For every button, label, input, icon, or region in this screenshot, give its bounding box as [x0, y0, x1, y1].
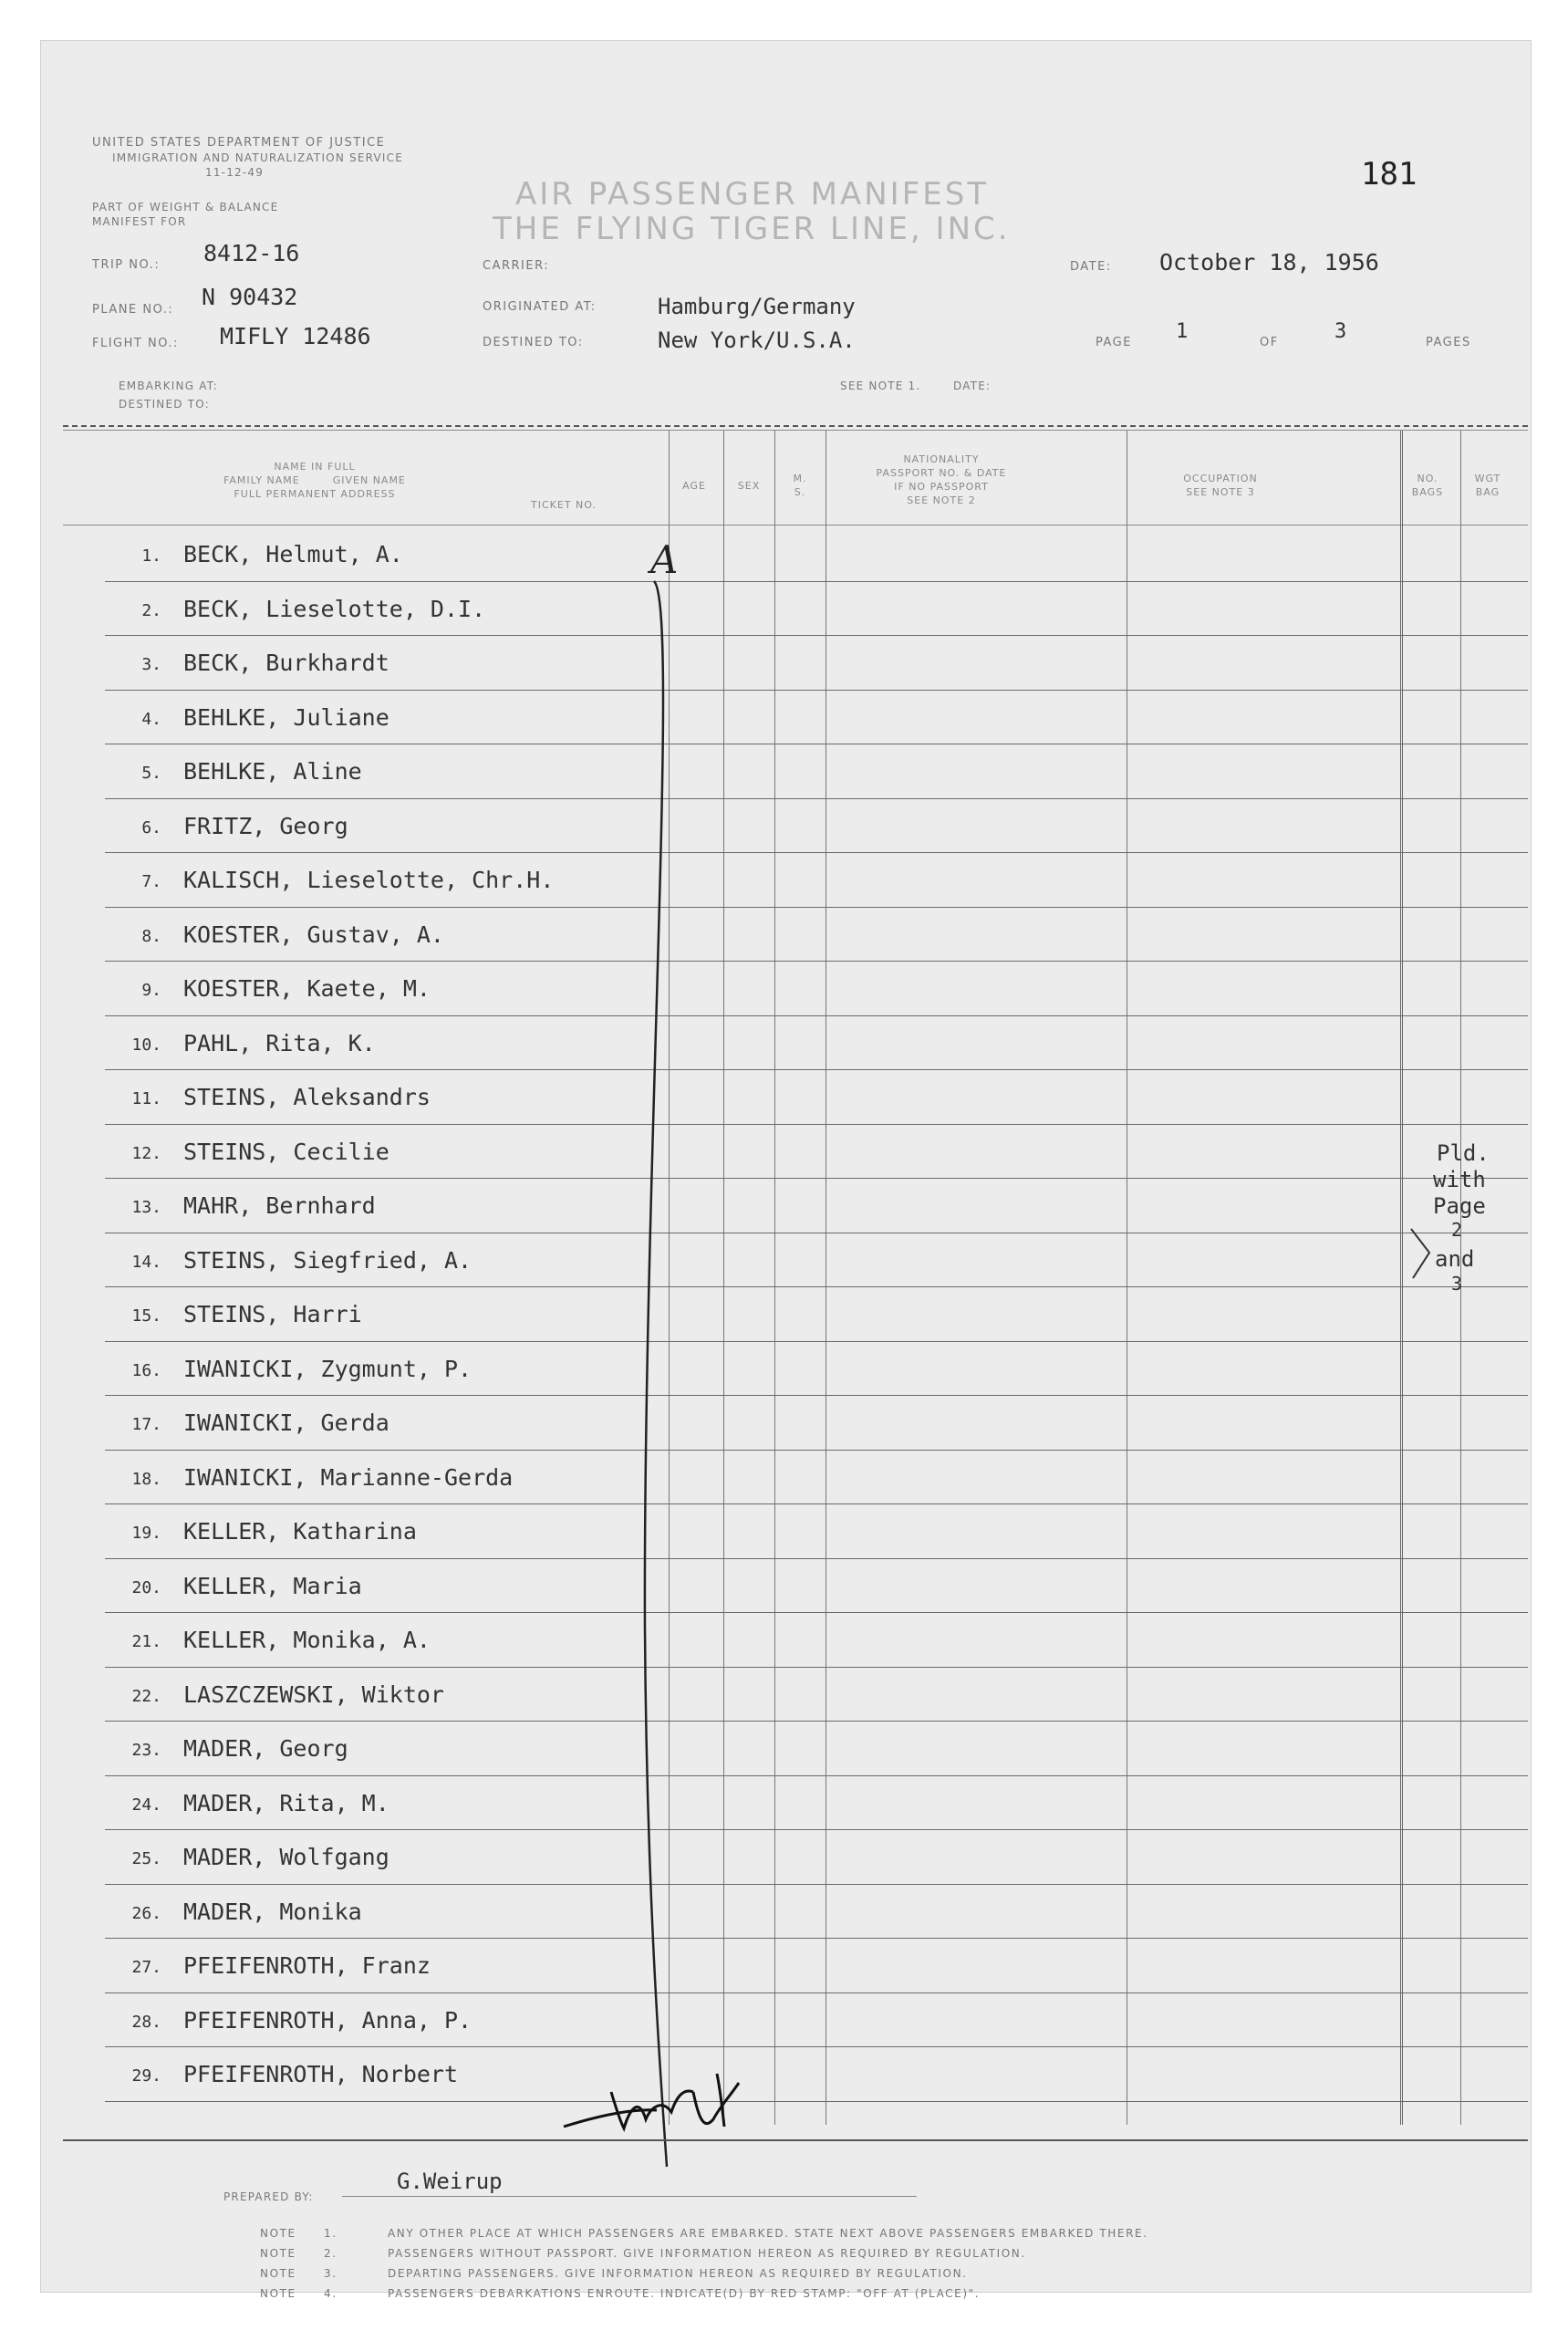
passenger-name: BECK, Lieselotte, D.I. — [183, 595, 486, 622]
table-row — [105, 1341, 1528, 1394]
row-number: 14. — [131, 1252, 161, 1272]
row-number: 28. — [131, 2012, 161, 2032]
pages-label: PAGES — [1426, 336, 1471, 349]
row-number: 13. — [131, 1198, 161, 1217]
handwritten-mark-a: A — [650, 537, 679, 582]
bag-note-line-6: 3 — [1451, 1273, 1463, 1295]
table-row — [105, 1884, 1528, 1937]
passenger-name: KOESTER, Kaete, M. — [183, 975, 431, 1002]
note-text: DEPARTING PASSENGERS. GIVE INFORMATION HEREON AS REQUIRED BY REGULATION. — [388, 2267, 968, 2280]
note-line — [260, 2247, 1026, 2260]
form-note-line-2: MANIFEST FOR — [92, 215, 187, 228]
originated-value: Hamburg/Germany — [658, 294, 856, 319]
row-number: 9. — [141, 981, 161, 1000]
passenger-name: MAHR, Bernhard — [183, 1192, 376, 1219]
note-line — [260, 2287, 980, 2300]
table-row — [105, 635, 1528, 688]
row-number: 7. — [141, 872, 161, 891]
col-ms-header: M. S. — [793, 473, 807, 498]
table-row — [105, 1233, 1528, 1285]
note-text: ANY OTHER PLACE AT WHICH PASSENGERS ARE EMBARKED. STATE NEXT ABOVE PASSENGERS EMBARKED THERE. — [388, 2227, 1148, 2240]
table-row — [105, 1124, 1528, 1177]
table-row — [105, 1450, 1528, 1503]
agency-line-1: UNITED STATES DEPARTMENT OF JUSTICE — [92, 136, 386, 150]
note-label: NOTE — [260, 2267, 296, 2280]
see-note-label: SEE NOTE 1. — [840, 380, 921, 392]
col-wgt-header: WGT BAG — [1474, 473, 1501, 498]
table-row — [105, 690, 1528, 743]
passenger-name: PFEIFENROTH, Norbert — [183, 2061, 459, 2087]
col-ticket-header: TICKET NO. — [531, 499, 597, 511]
row-number: 5. — [141, 764, 161, 783]
table-row — [105, 1721, 1528, 1774]
row-number: 6. — [141, 817, 161, 838]
passenger-name: STEINS, Aleksandrs — [183, 1084, 431, 1110]
row-number: 17. — [131, 1415, 161, 1434]
note-label: NOTE — [260, 2227, 296, 2240]
row-number: 29. — [131, 2066, 161, 2086]
row-number: 23. — [131, 1741, 161, 1760]
col-occupation-header: OCCUPATION SEE NOTE 3 — [1183, 473, 1258, 498]
row-number: 10. — [131, 1035, 161, 1055]
note-number: 3. — [324, 2267, 337, 2280]
destined-label: DESTINED TO: — [483, 336, 584, 349]
of-label: OF — [1260, 336, 1279, 349]
passenger-name: STEINS, Cecilie — [183, 1138, 389, 1165]
passenger-name: PAHL, Rita, K. — [183, 1029, 376, 1056]
date-label: DATE: — [1070, 260, 1112, 274]
page-value: 1 — [1176, 320, 1189, 343]
passenger-name: KELLER, Katharina — [183, 1518, 417, 1545]
table-row — [105, 1558, 1528, 1611]
passenger-name: KELLER, Monika, A. — [183, 1627, 431, 1653]
row-number: 21. — [131, 1632, 161, 1651]
of-value: 3 — [1334, 320, 1347, 343]
flight-value: MIFLY 12486 — [220, 323, 371, 349]
row-number: 8. — [141, 926, 161, 946]
passenger-name: IWANICKI, Marianne-Gerda — [183, 1463, 514, 1491]
row-number: 1. — [141, 546, 161, 566]
carrier-title: THE FLYING TIGER LINE, INC. — [493, 211, 1011, 247]
note-line — [260, 2267, 968, 2280]
note-line — [260, 2227, 1148, 2240]
note-number: 1. — [324, 2227, 337, 2240]
row-number: 26. — [131, 1903, 161, 1923]
page-label: PAGE — [1096, 336, 1132, 349]
passenger-name: MADER, Rita, M. — [183, 1789, 389, 1816]
trip-label: TRIP NO.: — [92, 258, 161, 272]
row-number: 3. — [141, 655, 161, 674]
table-row — [105, 1992, 1528, 2045]
agency-line-2: IMMIGRATION AND NATURALIZATION SERVICE — [112, 151, 404, 164]
table-row — [105, 798, 1528, 851]
table-row — [105, 1069, 1528, 1122]
passenger-name: MADER, Monika — [183, 1898, 362, 1925]
row-number: 20. — [131, 1577, 161, 1597]
passenger-name: STEINS, Harri — [183, 1301, 362, 1327]
passenger-name: FRITZ, Georg — [183, 812, 348, 839]
plane-value: N 90432 — [202, 284, 298, 310]
col-bags-header: NO. BAGS — [1411, 473, 1444, 498]
table-row — [105, 1503, 1528, 1556]
plane-label: PLANE NO.: — [92, 303, 174, 317]
table-top-rule — [63, 425, 1528, 427]
col-age-header: AGE — [682, 480, 706, 492]
passenger-name: STEINS, Siegfried, A. — [183, 1246, 472, 1274]
col-sex-header: SEX — [737, 480, 761, 492]
table-row — [105, 907, 1528, 960]
col-nationality-header: NATIONALITY PASSPORT NO. & DATE IF NO PASSPORT SEE NOTE 2 — [876, 453, 1007, 506]
bag-bracket-icon — [1409, 1227, 1437, 1282]
handwritten-bracket-icon — [588, 534, 698, 2203]
table-row — [105, 1015, 1528, 1068]
note-number: 2. — [324, 2247, 337, 2260]
passenger-name: PFEIFENROTH, Franz — [183, 1952, 431, 1979]
manifest-sheet — [40, 40, 1532, 2300]
table-row — [105, 526, 1528, 579]
bag-note-line-4: 2 — [1451, 1219, 1463, 1241]
trip-value: 8412-16 — [203, 240, 300, 266]
passenger-name: IWANICKI, Zygmunt, P. — [183, 1355, 472, 1382]
row-number: 22. — [131, 1686, 161, 1706]
row-number: 24. — [131, 1795, 161, 1815]
table-row — [105, 2046, 1528, 2099]
form-code: 11-12-49 — [205, 166, 265, 179]
note-label: NOTE — [260, 2287, 296, 2300]
table-top-rule-2 — [63, 430, 1528, 431]
passenger-name: MADER, Georg — [183, 1735, 348, 1762]
bag-note-line-2: with — [1433, 1167, 1486, 1192]
passenger-name: MADER, Wolfgang — [183, 1844, 389, 1870]
prepared-value: G.Weirup — [397, 2169, 503, 2194]
prepared-underline — [342, 2196, 917, 2197]
col-name-header: NAME IN FULL FAMILY NAME GIVEN NAME FULL PERMANENT ADDRESS — [223, 461, 406, 500]
table-bottom-rule — [63, 2139, 1528, 2141]
bag-note-line-1: Pld. — [1437, 1140, 1490, 1166]
note-number: 4. — [324, 2287, 337, 2300]
originated-label: ORIGINATED AT: — [483, 300, 597, 314]
note-label: NOTE — [260, 2247, 296, 2260]
row-number: 16. — [131, 1360, 161, 1380]
table-row — [105, 961, 1528, 1014]
embarking-destined-label: DESTINED TO: — [119, 398, 210, 411]
signature-icon — [556, 2055, 784, 2138]
passenger-name: KOESTER, Gustav, A. — [183, 921, 444, 948]
passenger-name: LASZCZEWSKI, Wiktor — [183, 1680, 444, 1708]
form-note-line-1: PART OF WEIGHT & BALANCE — [92, 201, 279, 213]
table-row — [105, 1667, 1528, 1720]
table-row — [105, 1612, 1528, 1665]
row-number: 15. — [131, 1306, 161, 1326]
table-row — [105, 1829, 1528, 1882]
table-row — [105, 744, 1528, 796]
row-number: 11. — [131, 1089, 161, 1108]
passenger-name: PFEIFENROTH, Anna, P. — [183, 2006, 472, 2034]
page-stamp-number: 181 — [1361, 156, 1417, 192]
manifest-title: AIR PASSENGER MANIFEST — [515, 176, 990, 213]
table-row — [105, 581, 1528, 634]
row-number: 27. — [131, 1958, 161, 1977]
note-text: PASSENGERS WITHOUT PASSPORT. GIVE INFORMATION HEREON AS REQUIRED BY REGULATION. — [388, 2247, 1026, 2260]
table-row — [105, 1178, 1528, 1231]
row-rule — [105, 2101, 1528, 2102]
table-row — [105, 1395, 1528, 1448]
date2-label: DATE: — [953, 380, 992, 392]
passenger-name: BEHLKE, Aline — [183, 758, 362, 785]
flight-label: FLIGHT NO.: — [92, 337, 179, 350]
passenger-name: KALISCH, Lieselotte, Chr.H. — [183, 867, 555, 893]
passenger-name: KELLER, Maria — [183, 1572, 362, 1599]
passenger-name: IWANICKI, Gerda — [183, 1410, 389, 1436]
bag-note-line-5: and — [1435, 1246, 1475, 1272]
table-row — [105, 1938, 1528, 1991]
bag-note-line-3: Page — [1433, 1193, 1486, 1219]
table-row — [105, 852, 1528, 905]
row-number: 18. — [131, 1469, 161, 1489]
passenger-name: BECK, Burkhardt — [183, 650, 389, 676]
row-number: 2. — [141, 600, 161, 620]
row-number: 25. — [131, 1849, 161, 1868]
destined-value: New York/U.S.A. — [658, 328, 856, 353]
row-number: 4. — [141, 709, 161, 729]
passenger-name: BECK, Helmut, A. — [183, 541, 403, 567]
date-value: October 18, 1956 — [1159, 249, 1379, 276]
row-number: 19. — [131, 1524, 161, 1543]
note-text: PASSENGERS DEBARKATIONS ENROUTE. INDICATE(D) BY RED STAMP: "OFF AT (PLACE)". — [388, 2287, 981, 2300]
carrier-label: CARRIER: — [483, 259, 550, 273]
table-row — [105, 1775, 1528, 1828]
row-number: 12. — [131, 1143, 161, 1163]
passenger-name: BEHLKE, Juliane — [183, 703, 389, 731]
prepared-label: PREPARED BY: — [223, 2190, 314, 2203]
table-row — [105, 1286, 1528, 1339]
embarking-label: EMBARKING AT: — [119, 380, 219, 392]
